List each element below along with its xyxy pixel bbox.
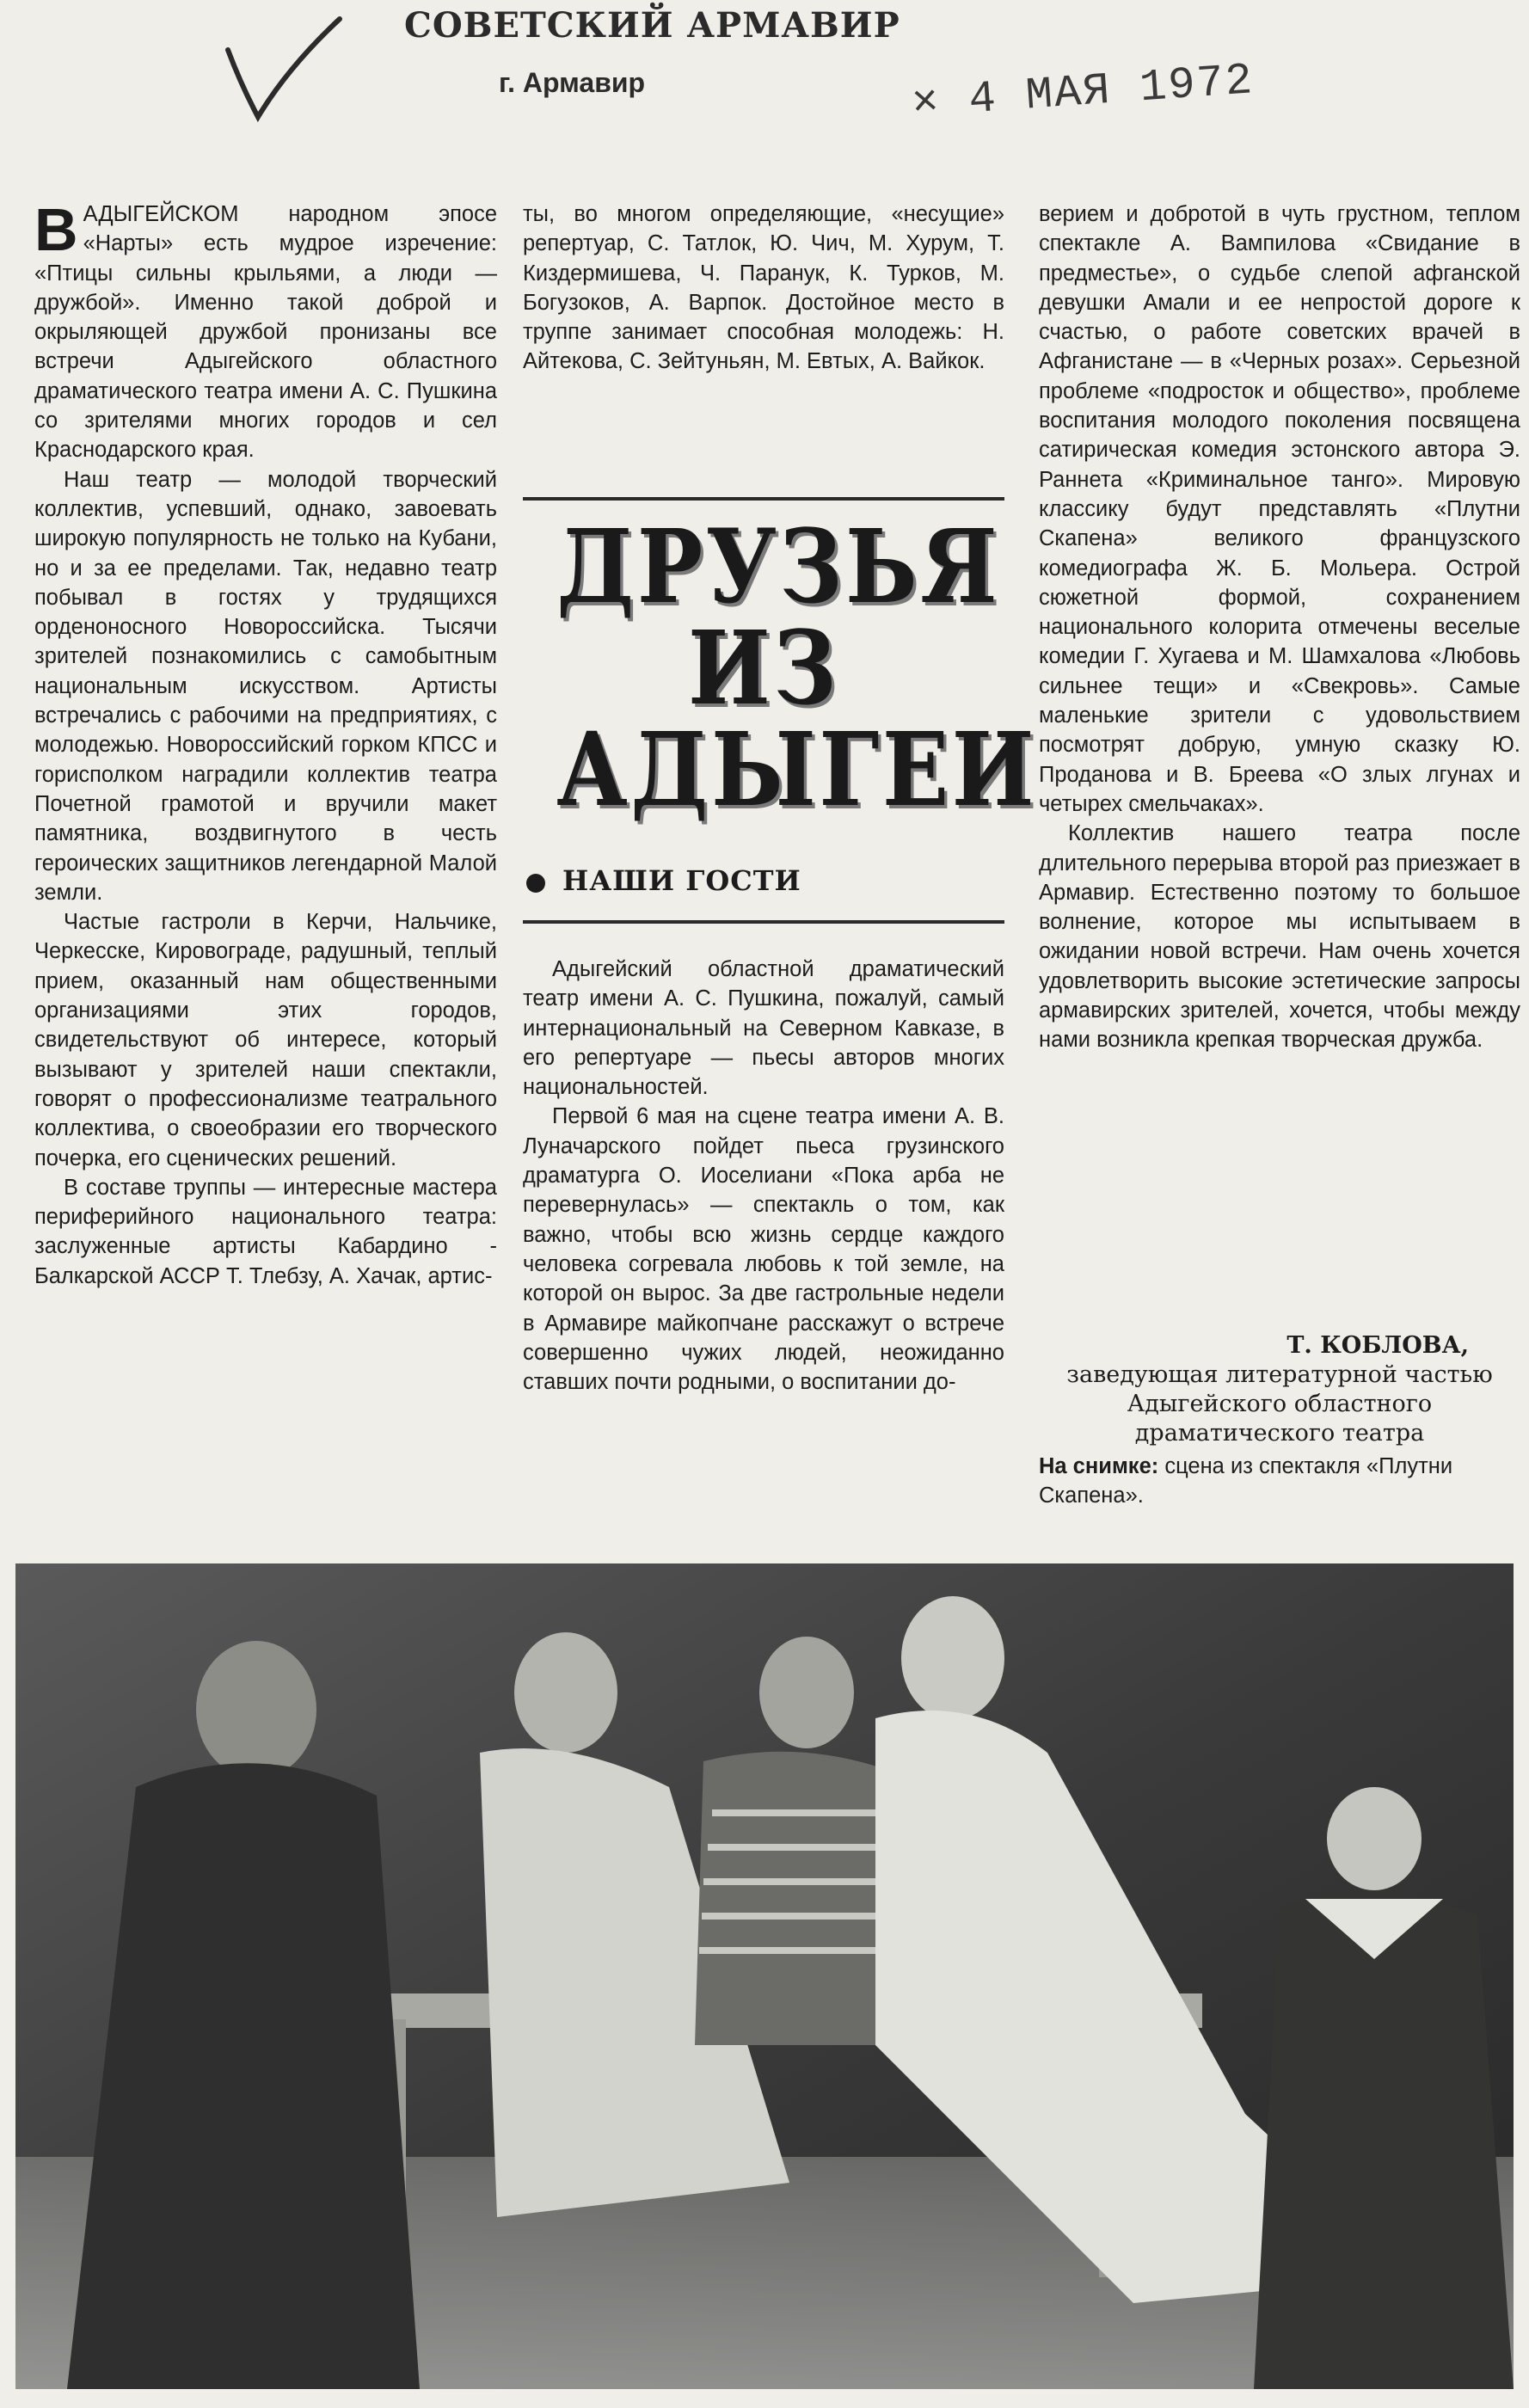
actor-2-head bbox=[514, 1632, 617, 1753]
column2-paragraph-2: Первой 6 мая на сцене театра имени А. В. Луначарского пойдет пьеса грузинского драматурга О. Иоселиани «Пока арба не перевернулась» — спектакль о том, как важно, чтобы всю жизнь сердце каждого человека согревала любовь к той земле, на которой он вырос. За две гастрольные недели в Армавире майкопчане расскажут о встрече совершенно чужих людей, неожиданно ставших почти родными, о воспитании до- bbox=[523, 1104, 1004, 1395]
author-name: Т. КОБЛОВА, bbox=[1286, 1332, 1469, 1359]
rubric bbox=[526, 864, 801, 897]
column1-paragraph-1 bbox=[34, 196, 497, 465]
headline-bottom-rule bbox=[523, 920, 1004, 924]
column3-paragraph-2: Коллектив нашего театра после длительного перерыва второй раз приезжает в Армавир. Естественно поэтому то большое волнение, которое мы испытываем в ожидании новой встречи. Нам очень хочется удовлетворить высокие эстетические запросы армавирских зрителей, хочется, чтобы между нами возникла крепкая творческая дружба. bbox=[1039, 821, 1520, 1053]
bullet-icon bbox=[526, 874, 545, 893]
article-column-2-bottom bbox=[523, 955, 1004, 1397]
article-headline bbox=[523, 507, 1037, 829]
article-column-2-top bbox=[523, 200, 1004, 377]
column3-paragraph-1: верием и добротой в чуть грустном, теплом спектакле А. Вампилова «Свидание в предместье», о судьбе слепой афганской девушки Амали и ее непростой дороге к счастью, о работе советских врачей в Афганистане — в «Черных розах». Серьезной проблеме «подросток и общество», проблеме воспитания молодого поколения посвящена сатирическая комедия эстонского автора Э. Раннета «Криминальное танго». Мировую классику будут представлять «Плутни Скапена» великого французского комедиографа Ж. Б. Мольера. Острой сюжетной формой, сохранением национального колорита отмечены веселые комедии Г. Хугаева и М. Шамхалова «Любовь сильнее тещи» и «Свекровь». Самые маленькие зрители с удовольствием посмотрят добрую, умную сказку Ю. Проданова и В. Бреева «О злых лгунах и четырех смельчаках». bbox=[1039, 202, 1520, 816]
author-title: заведующая литературной частью Адыгейского областного драматического театра bbox=[1066, 1361, 1493, 1447]
article-column-3 bbox=[1039, 200, 1520, 1055]
newspaper-title: СОВЕТСКИЙ АРМАВИР bbox=[404, 5, 900, 46]
headline-line-1: ДРУЗЬЯ bbox=[556, 507, 1001, 626]
actor-3-head bbox=[759, 1637, 854, 1748]
stage-scene-photo bbox=[15, 1563, 1514, 2389]
column1-paragraph-3: Частые гастроли в Керчи, Нальчике, Черкесске, Кировограде, радушный, теплый прием, оказанный нам общественными организациями этих городов, свидетельствуют об интересе, который вызывают у зрителей наши спектакли, говорят о профессионализме театрального коллектива, о своеобразии его творческого почерка, его сценических решений. bbox=[34, 910, 497, 1170]
headline-line-3: АДЫГЕИ bbox=[556, 710, 1037, 829]
column1-paragraph-2: Наш театр — молодой творческий коллектив, успевший, однако, завоевать широкую популярность не только на Кубани, но и за ее пределами. Так, недавно театр побывал в гостях у трудящихся орденоносного Новороссийска. Тысячи зрителей познакомились с самобытным национальным искусством. Артисты встречались с рабочими на предприятиях, с молодежью. Новороссийский горком КПСС и горисполком наградили коллектив театра Почетной грамотой и вручили макет памятника, воздвигнутого в честь героических защитников легендарной Малой земли. bbox=[34, 467, 497, 905]
article-column-1 bbox=[34, 196, 497, 1291]
column2-continuation: ты, во многом определяющие, «несущие» репертуар, С. Татлок, Ю. Чич, М. Хурум, Т. Киздермишева, Ч. Паранук, К. Турков, М. Богузоков, А. Варпок. Достойное место в труппе занимает способная молодежь: Н. Айтекова, С. Зейтуньян, М. Евтых, А. Вайкок. bbox=[523, 202, 1004, 374]
actor-1-head bbox=[196, 1641, 316, 1778]
date-stamp: × 4 МАЯ 1972 bbox=[910, 55, 1256, 130]
headline-top-rule bbox=[523, 497, 1004, 501]
drop-cap: В bbox=[34, 196, 78, 263]
actor-5-head bbox=[1327, 1787, 1422, 1890]
actor-4-head bbox=[901, 1596, 1004, 1720]
column1-paragraph-4: В составе труппы — интересные мастера периферийного национального театра: заслуженные артисты Кабардино - Балкарской АССР Т. Тлебзу, А. Хачак, артис- bbox=[34, 1175, 497, 1288]
headline-line-2: ИЗ bbox=[688, 608, 839, 728]
rubric-label: НАШИ ГОСТИ bbox=[562, 864, 801, 897]
caption-text: сцена из спектакля «Плутни Скапена». bbox=[1039, 1454, 1453, 1508]
column2-paragraph-1: Адыгейский областной драматический театр имени А. С. Пушкина, пожалуй, самый интернациональный на Северном Кавказе, в его репертуаре — пьесы авторов многих национальностей. bbox=[523, 957, 1004, 1100]
handwritten-check-mark bbox=[219, 15, 348, 127]
paragraph-text: АДЫГЕЙСКОМ народном эпосе «Нарты» есть мудрое изречение: «Птицы сильны крыльями, а люди — дружбой». Именно такой доброй и окрыляющей дружбой пронизаны все встречи Адыгейского областного драматического театра имени А. С. Пушкина со зрителями многих городов и сел Краснодарского края. bbox=[34, 202, 497, 463]
author-signature bbox=[1039, 1331, 1520, 1448]
newspaper-city: г. Армавир bbox=[499, 67, 646, 98]
actor-5-body bbox=[1254, 1892, 1514, 2389]
photo-caption bbox=[1039, 1452, 1520, 1510]
caption-label: На снимке: bbox=[1039, 1454, 1159, 1478]
